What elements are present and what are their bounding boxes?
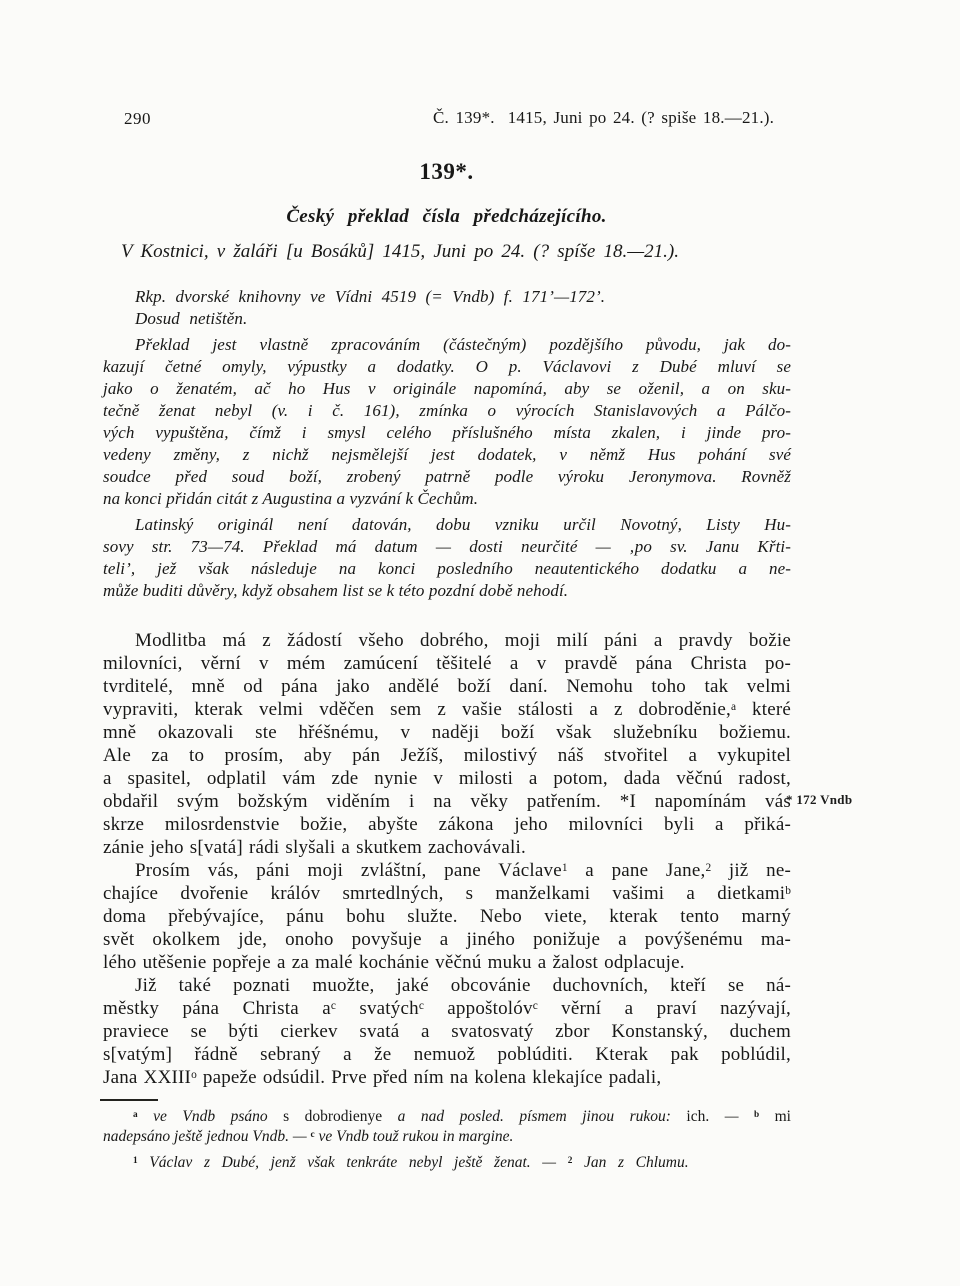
text-line: soudce před soud boží, zrobený patrně podle výroku Jeronymova. Rovněž: [103, 467, 791, 486]
text-segment: nadepsáno ještě jednou Vndb. —: [103, 1128, 311, 1145]
text-segment: věrní a praví nazývají,: [537, 998, 791, 1019]
text-line: svět okolkem jde, onoho povyšuje a jiného ponižuje a povýšenému ma-: [103, 929, 791, 950]
text-line: milovníci, věrní v mém zamúcení těšitelé a v pravdě pána Christa po-: [103, 653, 791, 674]
superscript-mark: 2: [705, 862, 712, 875]
text-segment: chajíce dvořenie králóv smrtedlných, s manželkami vašimi a dietkami: [103, 883, 786, 904]
text-line: Modlitba má z žádostí všeho dobrého, moji milí páni a pravdy božie: [135, 630, 791, 651]
paragraph: [103, 859, 791, 974]
footnotes: [103, 1107, 791, 1173]
text-segment: Václav z Dubé, jenž však tenkráte nebyl ještě ženat. —: [137, 1154, 568, 1171]
page-number: 290: [124, 109, 151, 128]
letter-text: [103, 629, 791, 1089]
text-segment: vypraviti, kterak velmi vděčen sem z vašie stálosti a z dobroděnie,: [103, 699, 731, 720]
superscript-mark: c: [532, 1000, 538, 1013]
text-line: [103, 698, 791, 721]
folio-margin-note: * 172 Vndb: [786, 792, 853, 807]
text-segment: a pane Jane,: [567, 860, 706, 881]
text-segment: které: [736, 699, 791, 720]
paragraph: [103, 629, 791, 859]
document-number-heading: 139*.: [419, 159, 474, 184]
text-line: [103, 882, 791, 905]
text-line: vých vypuštěna, čímž i smysl celého příslušného místa zkalen, i jinde pro-: [103, 423, 791, 442]
text-line: sovy str. 73—74. Překlad má datum — dosti neurčité — ‚po sv. Janu Křti-: [103, 537, 791, 556]
superscript-mark: c: [418, 1000, 424, 1013]
text-line: kazují četné omyly, výpustky a dodatky. O p. Václavovi z Dubé mluví se: [103, 357, 791, 376]
text-line: jako o ženatém, ač ho Hus v originále napomíná, aby se oženil, a on sku-: [103, 379, 791, 398]
document-dateline: V Kostnici, v žaláři [u Bosáků] 1415, Juni po 24. (? spíše 18.—21.).: [121, 241, 679, 262]
superscript-mark: o: [191, 1069, 197, 1082]
text-line: mně okazovali ste hřéšnému, v naději boží však služebníku božiemu.: [103, 722, 791, 743]
text-line: skrze milosrdenstvie božie, abyšte zákona jeho milovníci byli a přiká-: [103, 814, 791, 835]
text-line: [103, 1066, 791, 1089]
paragraph: [103, 974, 791, 1089]
text-line: vedeny změny, z nichž nejsmělejší jest dodatek, v němž Hus pohání své: [103, 445, 791, 464]
text-segment: mi: [759, 1108, 791, 1125]
text-line: tečně ženat nebyl (v. i č. 161), zmínka o výrocích Stanislavových a Pálčo-: [103, 401, 791, 420]
superscript-mark: a: [730, 701, 737, 714]
text-line: Ale za to prosím, aby pán Ježíš, milostivý náš stvořitel a vykupitel: [103, 745, 791, 766]
text-line: tvrditelé, mně od pána jako andělé boží daní. Nemohu toho tak velmi: [103, 676, 791, 697]
text-line: s[vatým] řádně sebraný a že nemuož poblúditi. Kterak pak poblúdil,: [103, 1044, 791, 1065]
text-segment: papeže odsúdil. Prve před ním na kolena klekajíce padali,: [196, 1067, 662, 1088]
text-segment: appoštolóv: [423, 998, 533, 1019]
text-segment: —: [709, 1108, 754, 1125]
footnote-variant-line: [103, 1127, 791, 1147]
text-line: obdařil svým božským viděním i na věky patřením. *I napomínám vás: [103, 791, 791, 812]
text-segment: Jan z Chlumu.: [572, 1154, 689, 1171]
text-segment: s dobrodienye: [283, 1108, 383, 1125]
text-line: může buditi důvěry, když obsahem list se k této pozdní době nehodí.: [103, 581, 569, 600]
superscript-mark: b: [753, 1110, 760, 1121]
superscript-mark: 2: [567, 1156, 573, 1167]
superscript-mark: b: [785, 885, 791, 898]
text-segment: a nad posled. písmem jinou rukou:: [382, 1108, 687, 1125]
text-segment: ve Vndb touž rukou in margine.: [314, 1128, 514, 1145]
paragraph: [103, 334, 791, 510]
text-line: lého utěšenie popřeje a za malé kochánie věčnú muku a žalost odplacuje.: [103, 952, 685, 973]
superscript-mark: c: [330, 1000, 336, 1013]
editorial-apparatus: [103, 286, 791, 602]
apparatus-paragraphs: [103, 334, 791, 602]
running-head: Č. 139*. 1415, Juni po 24. (? spiše 18.—21.).: [433, 108, 775, 127]
text-segment: městky pána Christa a: [103, 998, 331, 1019]
text-segment: svatých: [335, 998, 419, 1019]
text-line: [103, 997, 791, 1020]
text-line: a spasitel, odplatil vám zde nynie v milosti a potom, dada věčnú radost,: [103, 768, 791, 789]
superscript-mark: c: [310, 1130, 315, 1141]
footnote-separator-rule: [100, 1099, 158, 1101]
text-segment: Prosím vás, páni moji zvláštní, pane Václave: [135, 860, 562, 881]
document-subtitle: Český překlad čísla předcházejícího.: [286, 206, 607, 227]
text-line: na konci přidán citát z Augustina a vyzvání k Čechům.: [103, 489, 479, 508]
text-segment: Jana XXIII: [103, 1067, 192, 1088]
text-line: doma přebývajíce, pánu bohu služte. Nebo viete, kterak tento marný: [103, 906, 791, 927]
superscript-mark: 1: [133, 1156, 138, 1167]
text-line: [103, 859, 791, 882]
text-segment: ich.: [686, 1108, 710, 1125]
text-line: Latinský originál není datován, dobu vzniku určil Novotný, Listy Hu-: [135, 515, 791, 534]
footnote-commentary-line: [103, 1153, 791, 1173]
text-line: Již také poznati muožte, jaké obcovánie duchovních, kteří se ná-: [135, 975, 791, 996]
print-status-line: Dosud netištěn.: [135, 309, 248, 328]
text-line: Překlad jest vlastně zpracováním (částečným) pozdějšího původu, jak do-: [135, 335, 791, 354]
text-line: zánie jeho s[vatá] rádi slyšali a skutkem zachovávali.: [103, 837, 526, 858]
text-segment: ve Vndb psáno: [137, 1108, 284, 1125]
manuscript-source-line: Rkp. dvorské knihovny ve Vídni 4519 (= Vndb) f. 171’—172’.: [135, 287, 606, 306]
footnote-variant-line: [103, 1107, 791, 1127]
text-line: teli’, jež však následuje na konci posledního neautentického dodatku a ne-: [103, 559, 791, 578]
paragraph: [103, 514, 791, 602]
text-segment: již ne-: [711, 860, 791, 881]
superscript-mark: a: [133, 1110, 138, 1121]
text-line: praviece se býti cierkev svatá a svatosvatý zbor Konstanský, duchem: [103, 1021, 791, 1042]
superscript-mark: 1: [561, 862, 568, 875]
